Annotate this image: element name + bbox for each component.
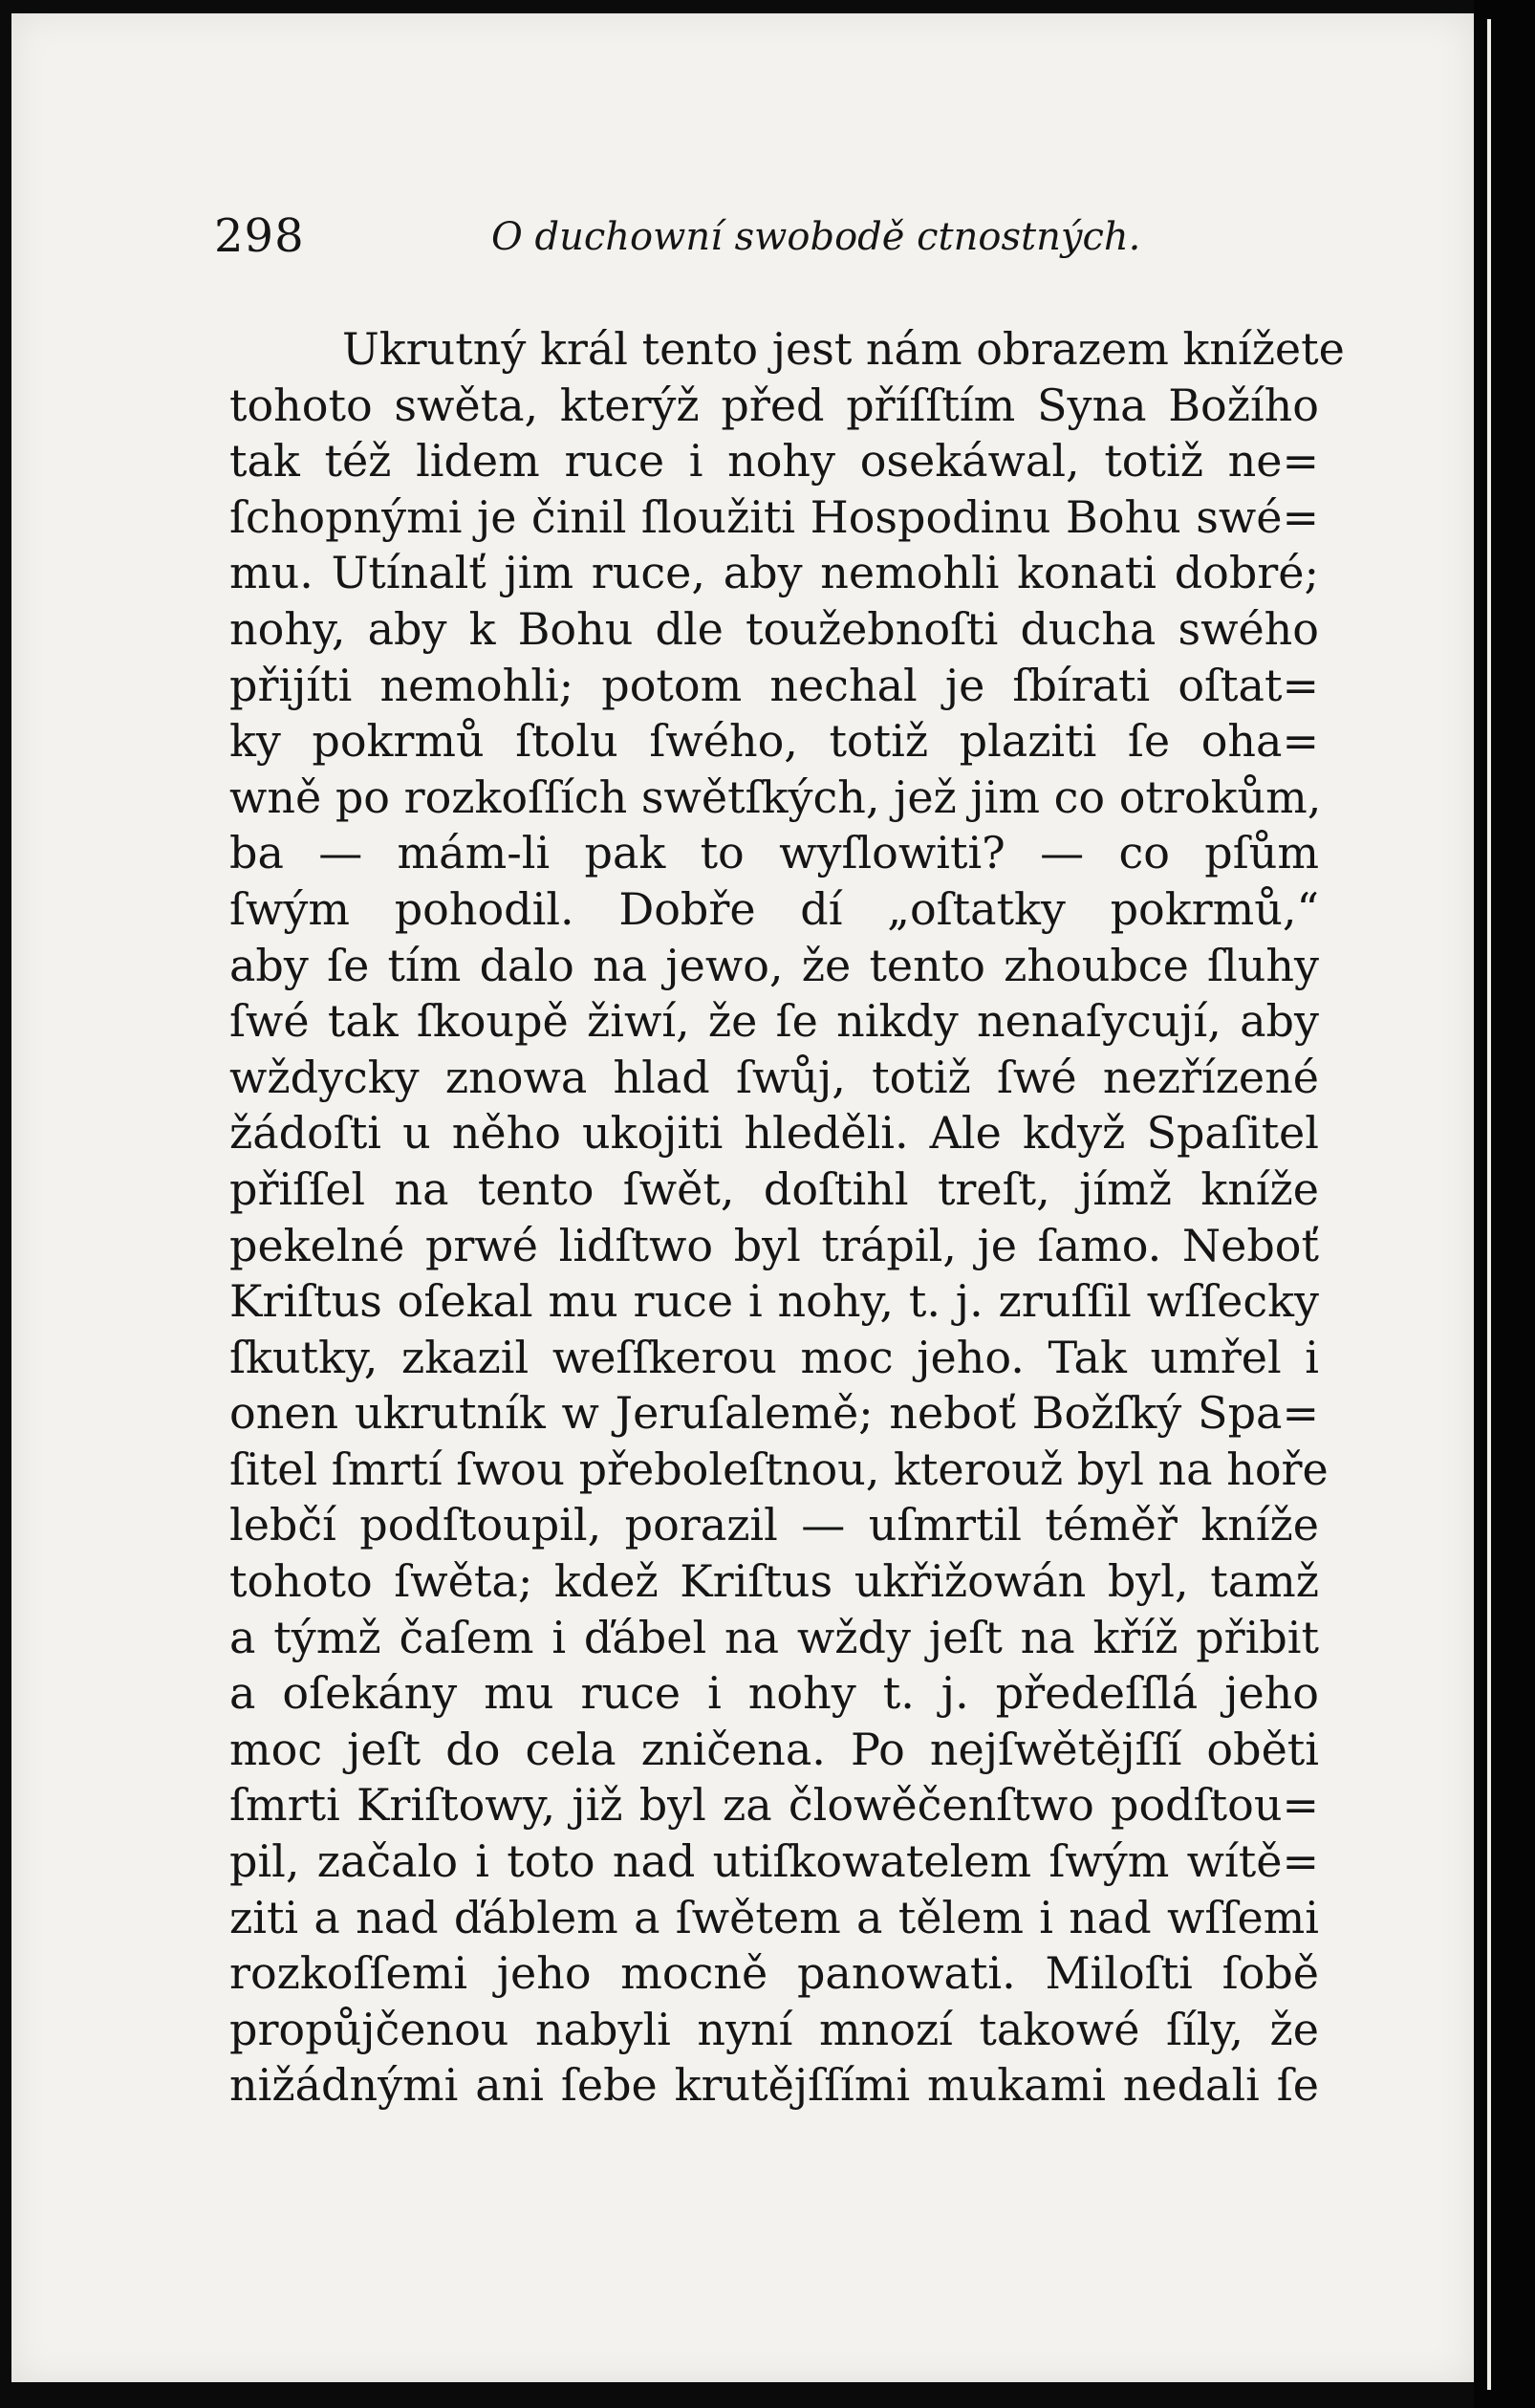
text-line: ſchopnými je činil ſloužiti Hospodinu Bohu swé= (229, 490, 1319, 543)
text-line: Ukrutný král tento jest nám obrazem knížete (342, 323, 1345, 375)
text-line: lebčí podſtoupil, porazil — uſmrtil téměř kníže (229, 1499, 1319, 1551)
scan-edge-line (1487, 19, 1491, 2390)
text-line: pil, začalo i toto nad utiſkowatelem ſwým wítě= (229, 1835, 1319, 1888)
text-line: ba — mám-li pak to wyſlowiti? — co pſům (229, 827, 1319, 879)
text-line: tohoto swěta, kterýž před příſſtím Syna Božího (229, 379, 1319, 431)
text-line: rozkoſſemi jeho mocně panowati. Miloſti ſobě (229, 1947, 1319, 2000)
text-line: wně po rozkoſſích swětſkých, jež jim co otrokům, (229, 770, 1322, 823)
page-number: 298 (214, 209, 305, 263)
text-line: nohy, aby k Bohu dle toužebnoſti ducha swého (229, 602, 1319, 655)
text-line: ſwé tak ſkoupě žiwí, že ſe nikdy nenaſycují, aby (229, 995, 1319, 1048)
text-line: tohoto ſwěta; kdež Kriſtus ukřižowán byl, tamž (229, 1555, 1319, 1608)
text-line: a týmž čaſem i ďábel na wždy jeſt na kříž přibit (229, 1611, 1319, 1663)
text-line: propůjčenou nabyli nyní mnozí takowé ſíly, že (229, 2003, 1319, 2055)
text-line: wždycky znowa hlad ſwůj, totiž ſwé nezřízené (229, 1051, 1319, 1103)
text-line: ſwým pohodil. Dobře dí „oſtatky pokrmů,“ (229, 882, 1319, 935)
text-line: pekelné prwé lidſtwo byl trápil, je ſamo. Neboť (229, 1219, 1319, 1271)
text-line: nižádnými ani ſebe krutějſſími mukami nedali ſe (229, 2059, 1319, 2112)
text-line: přiſſel na tento ſwět, doſtihl treſt, jímž kníže (229, 1162, 1319, 1215)
text-line: ſitel ſmrtí ſwou přeboleſtnou, kterouž byl na hoře (229, 1443, 1329, 1495)
text-line: Kriſtus oſekal mu ruce i nohy, t. j. zruſſil wſſecky (229, 1275, 1319, 1328)
running-title: O duchowní swobodě ctnostných. (491, 215, 1141, 259)
text-line: ſmrti Kriſtowy, již byl za člowěčenſtwo podſtou= (229, 1779, 1319, 1832)
text-line: ſkutky, zkazil weſſkerou moc jeho. Tak umřel i (229, 1331, 1319, 1383)
text-line: ziti a nad ďáblem a ſwětem a tělem i nad wſſemi (229, 1891, 1319, 1943)
book-page (11, 13, 1474, 2382)
text-line: žádoſti u něho ukojiti hleděli. Ale když Spaſitel (229, 1107, 1319, 1160)
scan-right-edge (1474, 0, 1535, 2408)
text-line: mu. Utínalť jim ruce, aby nemohli konati dobré; (229, 547, 1319, 599)
text-line: přijíti nemohli; potom nechal je ſbírati oſtat= (229, 659, 1319, 711)
text-line: onen ukrutník w Jeruſalemě; neboť Božſký Spa= (229, 1387, 1319, 1440)
text-line: aby ſe tím dalo na jewo, že tento zhoubce ſluhy (229, 939, 1319, 991)
text-line: moc jeſt do cela zničena. Po nejſwětějſſí oběti (229, 1723, 1319, 1775)
page-header (214, 209, 1342, 276)
text-line: ky pokrmů ſtolu ſwého, totiž plaziti ſe oha= (229, 715, 1319, 768)
text-line: tak též lidem ruce i nohy osekáwal, totiž ne= (229, 435, 1319, 488)
body-text (229, 321, 1345, 2114)
text-line: a oſekány mu ruce i nohy t. j. předeſſlá jeho (229, 1667, 1319, 1720)
